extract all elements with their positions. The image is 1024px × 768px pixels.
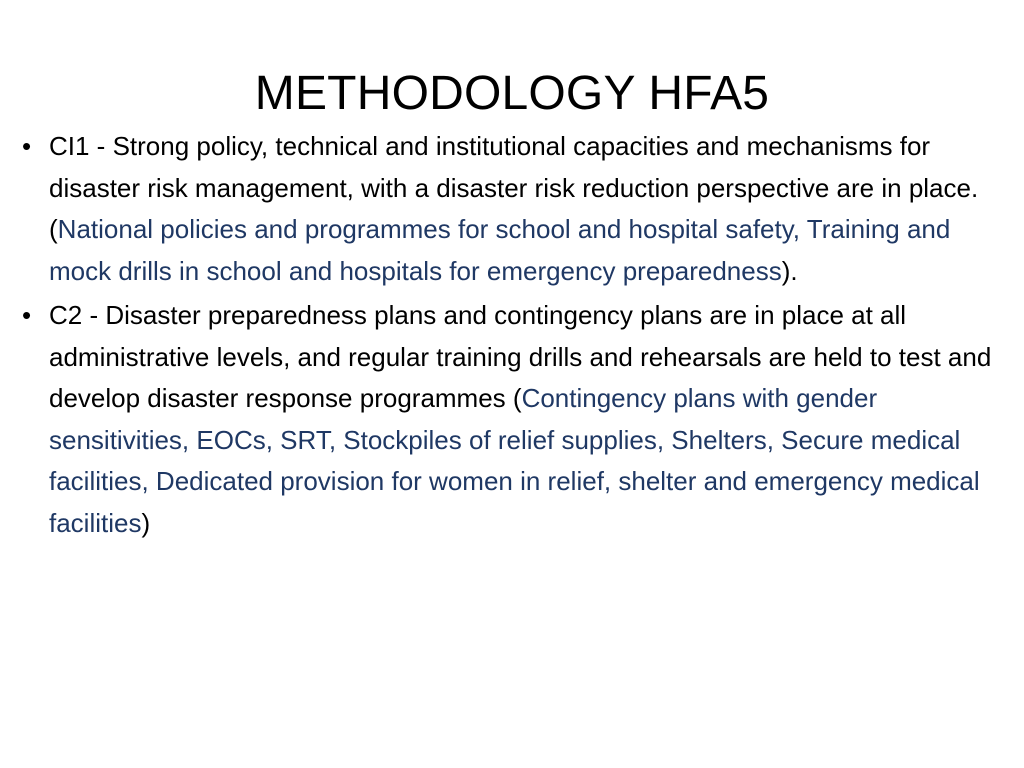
bullet-item-c2 xyxy=(22,295,1012,544)
bullet-note: Contingency plans with gender sensitivities, EOCs, SRT, Stockpiles of relief supplies, Shelters, Secure medical facilities, Dedicated provision for women in relief, shelter and emergency medical facilities xyxy=(49,383,980,538)
bullet-suffix: ). xyxy=(781,255,798,286)
bullet-note: National policies and programmes for school and hospital safety, Training and mock drills in school and hospitals for emergency preparedness xyxy=(49,214,951,286)
bullet-item-ci1 xyxy=(22,126,1012,292)
bullet-text: CI1 - Strong policy, technical and institutional capacities and mechanisms for disaster risk management, with a disaster risk reduction perspective are in place. ( xyxy=(49,131,979,244)
bullet-list xyxy=(22,126,1012,547)
bullet-text: C2 - Disaster preparedness plans and contingency plans are in place at all administrative levels, and regular training drills and rehearsals are held to test and develop disaster response programmes ( xyxy=(49,300,992,413)
bullet-suffix: ) xyxy=(141,507,151,538)
bullet-marker: • xyxy=(22,300,32,330)
slide-title: METHODOLOGY HFA5 xyxy=(254,67,770,120)
bullet-marker: • xyxy=(22,131,32,161)
